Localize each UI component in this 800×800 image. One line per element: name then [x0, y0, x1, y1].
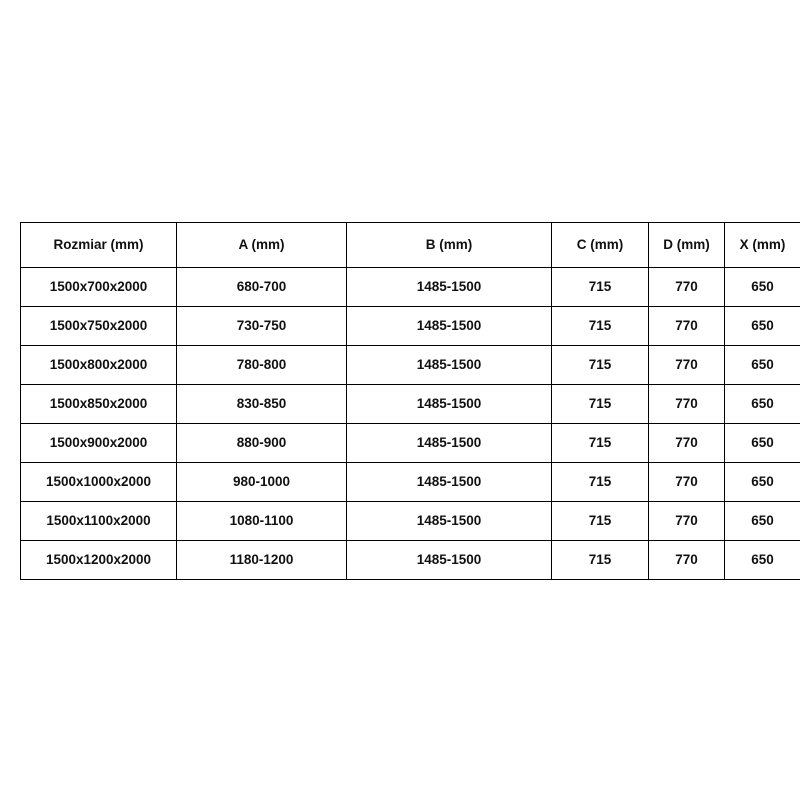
cell-b: 1485-1500 [347, 424, 552, 463]
cell-rozmiar: 1500x1000x2000 [21, 463, 177, 502]
cell-d: 770 [649, 463, 725, 502]
table-header-row [21, 223, 800, 268]
cell-c: 715 [552, 307, 649, 346]
cell-x: 650 [725, 463, 800, 502]
size-table [20, 222, 800, 580]
cell-rozmiar: 1500x1200x2000 [21, 541, 177, 580]
cell-a: 1080-1100 [177, 502, 347, 541]
cell-d: 770 [649, 346, 725, 385]
cell-a: 880-900 [177, 424, 347, 463]
cell-a: 680-700 [177, 268, 347, 307]
table-row [21, 424, 800, 463]
cell-d: 770 [649, 424, 725, 463]
cell-rozmiar: 1500x750x2000 [21, 307, 177, 346]
cell-rozmiar: 1500x700x2000 [21, 268, 177, 307]
cell-c: 715 [552, 385, 649, 424]
column-header-a: A (mm) [177, 223, 347, 268]
cell-rozmiar: 1500x800x2000 [21, 346, 177, 385]
cell-x: 650 [725, 307, 800, 346]
cell-d: 770 [649, 502, 725, 541]
cell-x: 650 [725, 541, 800, 580]
cell-c: 715 [552, 502, 649, 541]
table-row [21, 463, 800, 502]
cell-x: 650 [725, 424, 800, 463]
cell-c: 715 [552, 541, 649, 580]
cell-b: 1485-1500 [347, 541, 552, 580]
cell-b: 1485-1500 [347, 502, 552, 541]
cell-d: 770 [649, 268, 725, 307]
cell-a: 1180-1200 [177, 541, 347, 580]
cell-d: 770 [649, 541, 725, 580]
table-row [21, 307, 800, 346]
table-row [21, 346, 800, 385]
cell-rozmiar: 1500x850x2000 [21, 385, 177, 424]
cell-c: 715 [552, 346, 649, 385]
column-header-c: C (mm) [552, 223, 649, 268]
size-table-container [20, 222, 786, 580]
cell-d: 770 [649, 385, 725, 424]
cell-a: 730-750 [177, 307, 347, 346]
table-header [21, 223, 800, 268]
table-row [21, 541, 800, 580]
cell-x: 650 [725, 268, 800, 307]
cell-b: 1485-1500 [347, 307, 552, 346]
cell-d: 770 [649, 307, 725, 346]
column-header-x: X (mm) [725, 223, 800, 268]
cell-b: 1485-1500 [347, 385, 552, 424]
cell-c: 715 [552, 424, 649, 463]
column-header-b: B (mm) [347, 223, 552, 268]
table-row [21, 268, 800, 307]
cell-a: 780-800 [177, 346, 347, 385]
column-header-d: D (mm) [649, 223, 725, 268]
cell-b: 1485-1500 [347, 346, 552, 385]
cell-b: 1485-1500 [347, 463, 552, 502]
table-row [21, 385, 800, 424]
table-body [21, 268, 800, 580]
cell-rozmiar: 1500x900x2000 [21, 424, 177, 463]
cell-x: 650 [725, 502, 800, 541]
cell-b: 1485-1500 [347, 268, 552, 307]
cell-x: 650 [725, 385, 800, 424]
cell-rozmiar: 1500x1100x2000 [21, 502, 177, 541]
table-row [21, 502, 800, 541]
column-header-rozmiar: Rozmiar (mm) [21, 223, 177, 268]
cell-c: 715 [552, 268, 649, 307]
cell-x: 650 [725, 346, 800, 385]
cell-c: 715 [552, 463, 649, 502]
cell-a: 980-1000 [177, 463, 347, 502]
cell-a: 830-850 [177, 385, 347, 424]
